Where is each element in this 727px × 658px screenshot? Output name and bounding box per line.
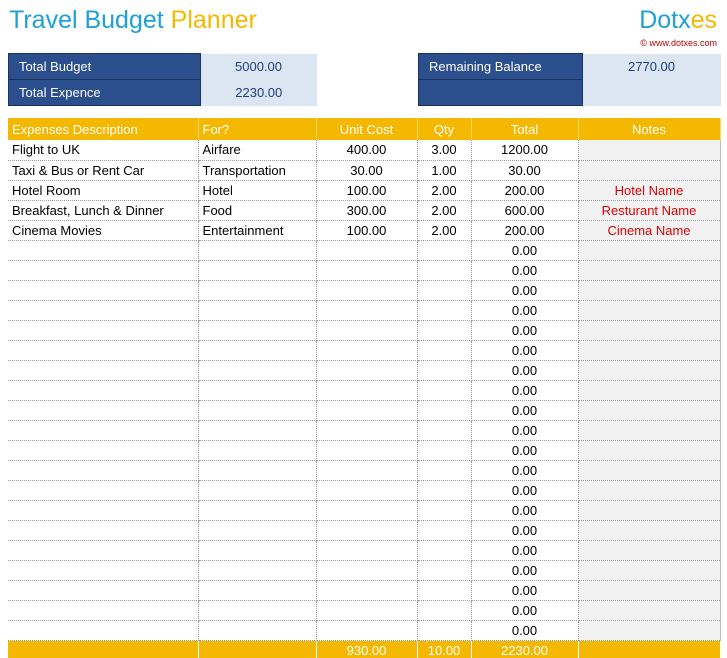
notes-cell[interactable] (578, 500, 720, 520)
column-header-for[interactable]: For? (198, 118, 316, 140)
totals-row (8, 640, 720, 658)
description-cell[interactable]: Cinema Movies (8, 220, 198, 240)
for-cell[interactable] (198, 460, 316, 480)
unit-cost-cell[interactable] (316, 600, 417, 620)
blank-value-cell[interactable] (583, 80, 721, 106)
total-cell[interactable]: 0.00 (471, 360, 578, 380)
column-header-unit-cost[interactable]: Unit Cost (316, 118, 417, 140)
unit-cost-cell[interactable] (316, 400, 417, 420)
qty-cell[interactable] (417, 560, 471, 580)
description-cell[interactable] (8, 320, 198, 340)
remaining-balance-value[interactable]: 2770.00 (583, 54, 721, 80)
notes-cell[interactable] (578, 600, 720, 620)
for-cell[interactable] (198, 320, 316, 340)
total-cell[interactable]: 600.00 (471, 200, 578, 220)
notes-cell[interactable] (578, 300, 720, 320)
notes-cell[interactable] (578, 140, 720, 160)
description-cell[interactable] (8, 520, 198, 540)
total-cell[interactable]: 0.00 (471, 580, 578, 600)
description-cell[interactable] (8, 340, 198, 360)
description-cell[interactable] (8, 240, 198, 260)
title-word-2: Planner (170, 6, 257, 34)
for-cell[interactable] (198, 620, 316, 640)
description-cell[interactable]: Breakfast, Lunch & Dinner (8, 200, 198, 220)
blank-label-cell (419, 80, 583, 106)
qty-cell[interactable] (417, 280, 471, 300)
for-cell[interactable] (198, 300, 316, 320)
table-row (8, 320, 720, 340)
qty-cell[interactable] (417, 340, 471, 360)
for-cell[interactable]: Food (198, 200, 316, 220)
table-row (8, 580, 720, 600)
description-cell[interactable] (8, 540, 198, 560)
total-cell[interactable]: 0.00 (471, 380, 578, 400)
description-cell[interactable] (8, 560, 198, 580)
notes-cell[interactable] (578, 360, 720, 380)
qty-cell[interactable]: 2.00 (417, 200, 471, 220)
total-cell[interactable]: 0.00 (471, 600, 578, 620)
total-cell[interactable]: 2230.00 (471, 640, 578, 658)
description-cell[interactable] (8, 360, 198, 380)
description-cell[interactable] (8, 380, 198, 400)
for-cell[interactable] (198, 420, 316, 440)
for-cell[interactable] (198, 440, 316, 460)
for-cell[interactable] (198, 380, 316, 400)
notes-cell[interactable] (578, 340, 720, 360)
description-cell[interactable] (8, 580, 198, 600)
total-budget-row (9, 54, 317, 80)
table-row (8, 400, 720, 420)
total-cell[interactable]: 0.00 (471, 620, 578, 640)
unit-cost-cell[interactable] (316, 620, 417, 640)
table-row (8, 340, 720, 360)
unit-cost-cell[interactable] (316, 300, 417, 320)
for-cell[interactable] (198, 360, 316, 380)
qty-cell[interactable] (417, 620, 471, 640)
description-cell[interactable]: Hotel Room (8, 180, 198, 200)
qty-cell[interactable] (417, 400, 471, 420)
notes-cell[interactable] (578, 480, 720, 500)
table-row (8, 560, 720, 580)
for-cell[interactable] (198, 260, 316, 280)
qty-cell[interactable]: 2.00 (417, 220, 471, 240)
balance-summary (418, 53, 721, 106)
qty-cell[interactable] (417, 420, 471, 440)
notes-cell[interactable] (578, 400, 720, 420)
for-cell[interactable]: Airfare (198, 140, 316, 160)
notes-cell[interactable]: Hotel Name (578, 180, 720, 200)
total-cell[interactable]: 0.00 (471, 460, 578, 480)
qty-cell[interactable] (417, 380, 471, 400)
notes-cell[interactable] (578, 240, 720, 260)
remaining-balance-row (419, 54, 721, 80)
column-header-total[interactable]: Total (471, 118, 578, 140)
total-cell[interactable]: 0.00 (471, 440, 578, 460)
for-cell[interactable] (198, 340, 316, 360)
column-header-description[interactable]: Expenses Description (8, 118, 198, 140)
description-cell[interactable] (8, 600, 198, 620)
table-row (8, 360, 720, 380)
description-cell[interactable] (8, 420, 198, 440)
unit-cost-cell[interactable] (316, 460, 417, 480)
notes-cell[interactable] (578, 320, 720, 340)
total-cell[interactable]: 200.00 (471, 180, 578, 200)
qty-cell[interactable]: 2.00 (417, 180, 471, 200)
description-cell[interactable] (8, 620, 198, 640)
notes-cell[interactable] (578, 580, 720, 600)
qty-cell[interactable] (417, 580, 471, 600)
table-row (8, 420, 720, 440)
notes-cell[interactable] (578, 440, 720, 460)
unit-cost-cell[interactable] (316, 240, 417, 260)
for-cell[interactable] (198, 520, 316, 540)
notes-cell[interactable] (578, 420, 720, 440)
table-row (8, 440, 720, 460)
total-cell[interactable]: 0.00 (471, 280, 578, 300)
unit-cost-cell[interactable]: 30.00 (316, 160, 417, 180)
for-cell[interactable] (198, 480, 316, 500)
qty-cell[interactable] (417, 320, 471, 340)
for-cell[interactable]: Hotel (198, 180, 316, 200)
total-cell[interactable]: 0.00 (471, 240, 578, 260)
table-row (8, 600, 720, 620)
notes-cell[interactable] (578, 280, 720, 300)
budget-summary (8, 53, 317, 106)
for-cell[interactable] (198, 280, 316, 300)
qty-cell[interactable] (417, 520, 471, 540)
unit-cost-cell[interactable]: 930.00 (316, 640, 417, 658)
unit-cost-cell[interactable] (316, 480, 417, 500)
table-row (8, 160, 720, 180)
table-row (8, 220, 720, 240)
unit-cost-cell[interactable] (316, 260, 417, 280)
description-cell[interactable] (8, 460, 198, 480)
description-cell[interactable]: Taxi & Bus or Rent Car (8, 160, 198, 180)
total-cell[interactable]: 0.00 (471, 480, 578, 500)
notes-cell[interactable] (578, 620, 720, 640)
qty-cell[interactable] (417, 460, 471, 480)
table-row (8, 460, 720, 480)
total-cell[interactable]: 0.00 (471, 300, 578, 320)
for-cell[interactable] (198, 560, 316, 580)
column-header-qty[interactable]: Qty (417, 118, 471, 140)
table-row (8, 540, 720, 560)
notes-cell[interactable]: Resturant Name (578, 200, 720, 220)
qty-cell[interactable] (417, 440, 471, 460)
notes-cell[interactable]: Cinema Name (578, 220, 720, 240)
total-cell[interactable]: 0.00 (471, 540, 578, 560)
unit-cost-cell[interactable] (316, 500, 417, 520)
for-cell[interactable] (198, 400, 316, 420)
description-cell[interactable] (8, 280, 198, 300)
table-row (8, 200, 720, 220)
total-cell[interactable]: 200.00 (471, 220, 578, 240)
for-cell[interactable] (198, 580, 316, 600)
expenses-table (8, 118, 721, 658)
description-cell[interactable] (8, 500, 198, 520)
total-cell[interactable]: 0.00 (471, 320, 578, 340)
table-row (8, 500, 720, 520)
qty-cell[interactable] (417, 600, 471, 620)
table-row (8, 260, 720, 280)
table-row (8, 280, 720, 300)
for-cell[interactable]: Entertainment (198, 220, 316, 240)
description-cell[interactable] (8, 440, 198, 460)
qty-cell[interactable] (417, 260, 471, 280)
table-row (8, 480, 720, 500)
total-cell[interactable]: 0.00 (471, 260, 578, 280)
copyright-text: © www.dotxes.com (640, 38, 717, 48)
remaining-balance-label: Remaining Balance (419, 54, 583, 80)
notes-cell[interactable] (578, 540, 720, 560)
total-cell[interactable]: 1200.00 (471, 140, 578, 160)
remaining-balance-blank-row (419, 80, 721, 106)
description-cell[interactable] (8, 300, 198, 320)
total-expence-value[interactable]: 2230.00 (201, 80, 317, 106)
description-cell[interactable] (8, 260, 198, 280)
notes-cell[interactable] (578, 160, 720, 180)
unit-cost-cell[interactable] (316, 360, 417, 380)
unit-cost-cell[interactable] (316, 280, 417, 300)
total-budget-value[interactable]: 5000.00 (201, 54, 317, 80)
for-cell[interactable] (198, 600, 316, 620)
notes-cell[interactable] (578, 260, 720, 280)
unit-cost-cell[interactable]: 400.00 (316, 140, 417, 160)
total-expence-label: Total Expence (9, 80, 201, 106)
total-cell[interactable]: 0.00 (471, 520, 578, 540)
brand-block (639, 4, 717, 49)
title-word-1: Travel Budget (9, 6, 164, 34)
description-cell[interactable] (8, 640, 198, 658)
for-cell[interactable] (198, 640, 316, 658)
for-cell[interactable] (198, 240, 316, 260)
total-cell[interactable]: 0.00 (471, 340, 578, 360)
table-row (8, 140, 720, 160)
total-cell[interactable]: 0.00 (471, 400, 578, 420)
table-row (8, 180, 720, 200)
unit-cost-cell[interactable] (316, 560, 417, 580)
unit-cost-cell[interactable]: 100.00 (316, 220, 417, 240)
notes-cell[interactable] (578, 640, 720, 658)
qty-cell[interactable]: 3.00 (417, 140, 471, 160)
table-row (8, 300, 720, 320)
total-cell[interactable]: 0.00 (471, 500, 578, 520)
notes-cell[interactable] (578, 520, 720, 540)
page-title (9, 4, 257, 36)
unit-cost-cell[interactable] (316, 420, 417, 440)
notes-cell[interactable] (578, 460, 720, 480)
brand-logo-part1: Dotx (639, 6, 691, 34)
for-cell[interactable]: Transportation (198, 160, 316, 180)
description-cell[interactable] (8, 400, 198, 420)
table-row (8, 240, 720, 260)
qty-cell[interactable] (417, 540, 471, 560)
qty-cell[interactable] (417, 300, 471, 320)
qty-cell[interactable] (417, 480, 471, 500)
qty-cell[interactable]: 10.00 (417, 640, 471, 658)
unit-cost-cell[interactable] (316, 540, 417, 560)
unit-cost-cell[interactable] (316, 440, 417, 460)
total-expence-row (9, 80, 317, 106)
unit-cost-cell[interactable] (316, 340, 417, 360)
unit-cost-cell[interactable]: 300.00 (316, 200, 417, 220)
notes-cell[interactable] (578, 560, 720, 580)
column-header-notes[interactable]: Notes (578, 118, 720, 140)
table-row (8, 620, 720, 640)
for-cell[interactable] (198, 540, 316, 560)
total-cell[interactable]: 30.00 (471, 160, 578, 180)
total-cell[interactable]: 0.00 (471, 560, 578, 580)
unit-cost-cell[interactable] (316, 520, 417, 540)
brand-logo[interactable] (639, 4, 717, 36)
for-cell[interactable] (198, 500, 316, 520)
notes-cell[interactable] (578, 380, 720, 400)
unit-cost-cell[interactable] (316, 580, 417, 600)
unit-cost-cell[interactable]: 100.00 (316, 180, 417, 200)
brand-logo-part2: es (690, 6, 717, 34)
description-cell[interactable] (8, 480, 198, 500)
description-cell[interactable]: Flight to UK (8, 140, 198, 160)
unit-cost-cell[interactable] (316, 380, 417, 400)
total-budget-label: Total Budget (9, 54, 201, 80)
qty-cell[interactable]: 1.00 (417, 160, 471, 180)
table-header-row (8, 118, 720, 140)
qty-cell[interactable] (417, 360, 471, 380)
qty-cell[interactable] (417, 240, 471, 260)
total-cell[interactable]: 0.00 (471, 420, 578, 440)
unit-cost-cell[interactable] (316, 320, 417, 340)
qty-cell[interactable] (417, 500, 471, 520)
table-row (8, 520, 720, 540)
table-row (8, 380, 720, 400)
